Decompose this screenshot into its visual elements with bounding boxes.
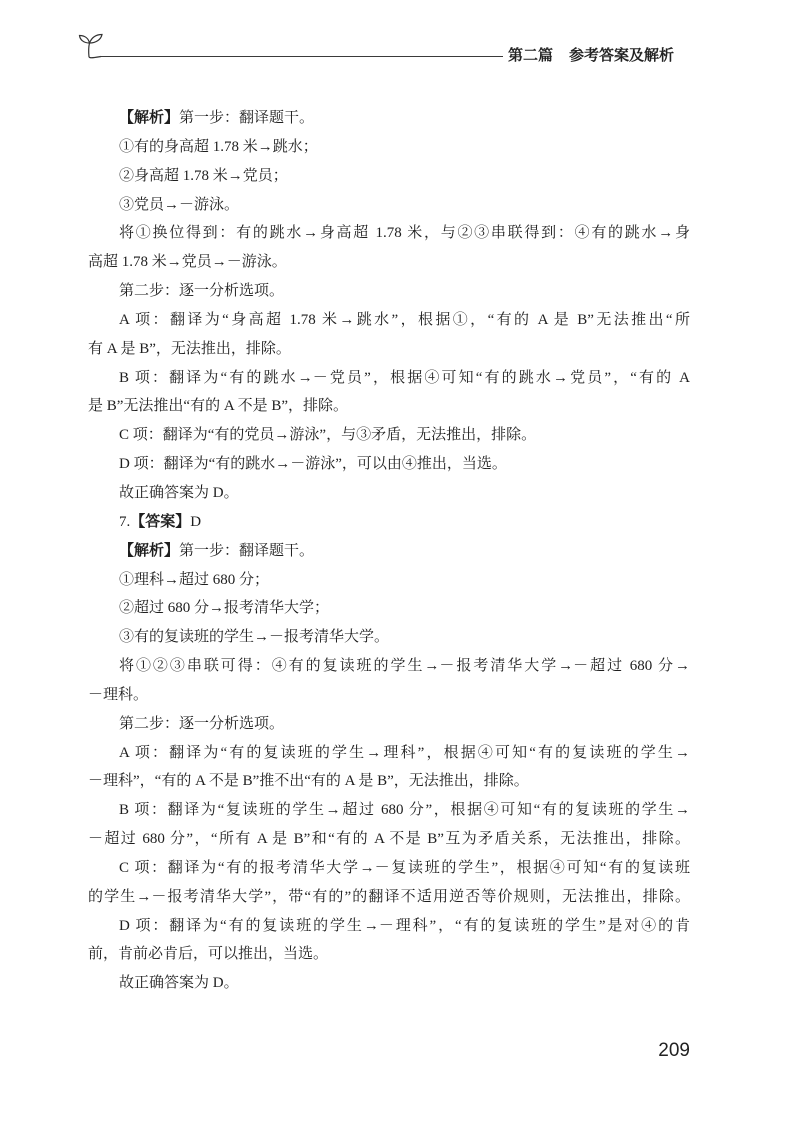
text-line xyxy=(88,392,690,421)
line-text: 第二步：逐一分析选项。 xyxy=(119,283,285,300)
line-text: B 项：翻译为“有的跳水→－党员”，根据④可知“有的跳水→党员”，“有的 A xyxy=(119,369,690,386)
line-text: －超过 680 分”，“所有 A 是 B”和“有的 A 不是 B”互为矛盾关系，无法推出，排除。 xyxy=(88,831,690,848)
line-text: A 项：翻译为“身高超 1.78 米→跳水”，根据①，“有的 A 是 B”无法推出“所 xyxy=(119,311,690,328)
line-text: 第一步：翻译题干。 xyxy=(179,542,315,559)
text-line xyxy=(88,796,690,825)
line-text: 将①②③串联可得：④有的复读班的学生→－报考清华大学→－超过 680 分→ xyxy=(119,658,690,675)
analysis-label: 【解析】 xyxy=(119,110,180,126)
running-header xyxy=(508,45,692,67)
line-text: ①有的身高超 1.78 米→跳水； xyxy=(119,138,318,155)
line-text: D 项：翻译为“有的跳水→－游泳”，可以由④推出，当选。 xyxy=(119,456,507,473)
text-line xyxy=(88,248,690,277)
header-title: 参考答案及解析 xyxy=(569,48,675,64)
line-text: ②身高超 1.78 米→党员； xyxy=(119,167,288,184)
line-text: 故正确答案为 D。 xyxy=(119,484,239,501)
text-line xyxy=(88,594,690,623)
answer-value: D xyxy=(190,513,202,530)
text-line xyxy=(88,104,690,133)
line-text: D 项：翻译为“有的复读班的学生→－理科”，“有的复读班的学生”是对④的肯 xyxy=(119,917,690,934)
question-answer-line xyxy=(88,508,690,537)
line-text: 有 A 是 B”，无法推出，排除。 xyxy=(88,340,291,357)
line-text: ②超过 680 分→报考清华大学； xyxy=(119,600,330,617)
line-text: A 项：翻译为“有的复读班的学生→理科”，根据④可知“有的复读班的学生→ xyxy=(119,744,690,761)
line-text: C 项：翻译为“有的报考清华大学→－复读班的学生”，根据④可知“有的复读班 xyxy=(119,859,690,876)
page-number: 209 xyxy=(658,1040,690,1061)
answer-label: 【答案】 xyxy=(130,513,191,530)
text-line xyxy=(88,537,690,566)
text-line xyxy=(88,739,690,768)
text-line xyxy=(88,940,690,969)
question-number: 7. xyxy=(119,513,131,530)
line-text: 前，肯前必肯后，可以推出，当选。 xyxy=(88,946,329,963)
line-text: －理科。 xyxy=(88,686,149,703)
text-line xyxy=(88,652,690,681)
text-line xyxy=(88,421,690,450)
line-text: 故正确答案为 D。 xyxy=(119,975,239,992)
line-text: B 项：翻译为“复读班的学生→超过 680 分”，根据④可知“有的复读班的学生→ xyxy=(119,802,690,819)
line-text: ③有的复读班的学生→－报考清华大学。 xyxy=(119,629,390,646)
text-line xyxy=(88,912,690,941)
text-line xyxy=(88,969,690,998)
text-line xyxy=(88,623,690,652)
header-rule xyxy=(100,56,503,57)
text-line xyxy=(88,306,690,335)
line-text: C 项：翻译为“有的党员→游泳”，与③矛盾，无法推出，排除。 xyxy=(119,427,537,444)
text-line xyxy=(88,162,690,191)
line-text: －理科”，“有的 A 不是 B”推不出“有的 A 是 B”，无法推出，排除。 xyxy=(88,773,529,790)
text-line xyxy=(88,219,690,248)
text-line xyxy=(88,133,690,162)
text-line xyxy=(88,883,690,912)
text-line xyxy=(88,825,690,854)
line-text: 将①换位得到：有的跳水→身高超 1.78 米，与②③串联得到：④有的跳水→身 xyxy=(119,225,690,242)
line-text: 的学生→－报考清华大学”，带“有的”的翻译不适用逆否等价规则，无法推出，排除。 xyxy=(88,888,690,905)
text-line xyxy=(88,566,690,595)
line-text: 第二步：逐一分析选项。 xyxy=(119,715,285,732)
text-line xyxy=(88,364,690,393)
line-text: ①理科→超过 680 分； xyxy=(119,571,270,588)
text-line xyxy=(88,191,690,220)
text-line xyxy=(88,335,690,364)
line-text: ③党员→－游泳。 xyxy=(119,196,240,213)
line-text: 第一步：翻译题干。 xyxy=(179,110,315,126)
sprout-icon xyxy=(74,30,106,62)
body-text xyxy=(88,104,690,998)
text-line xyxy=(88,854,690,883)
analysis-label: 【解析】 xyxy=(119,542,180,559)
text-line xyxy=(88,681,690,710)
line-text: 高超 1.78 米→党员→－游泳。 xyxy=(88,254,287,271)
line-text: 是 B”无法推出“有的 A 不是 B”，排除。 xyxy=(88,398,348,415)
text-line xyxy=(88,479,690,508)
text-line xyxy=(88,710,690,739)
text-line xyxy=(88,277,690,306)
header-section: 第二篇 xyxy=(508,48,554,64)
text-line xyxy=(88,450,690,479)
text-line xyxy=(88,767,690,796)
